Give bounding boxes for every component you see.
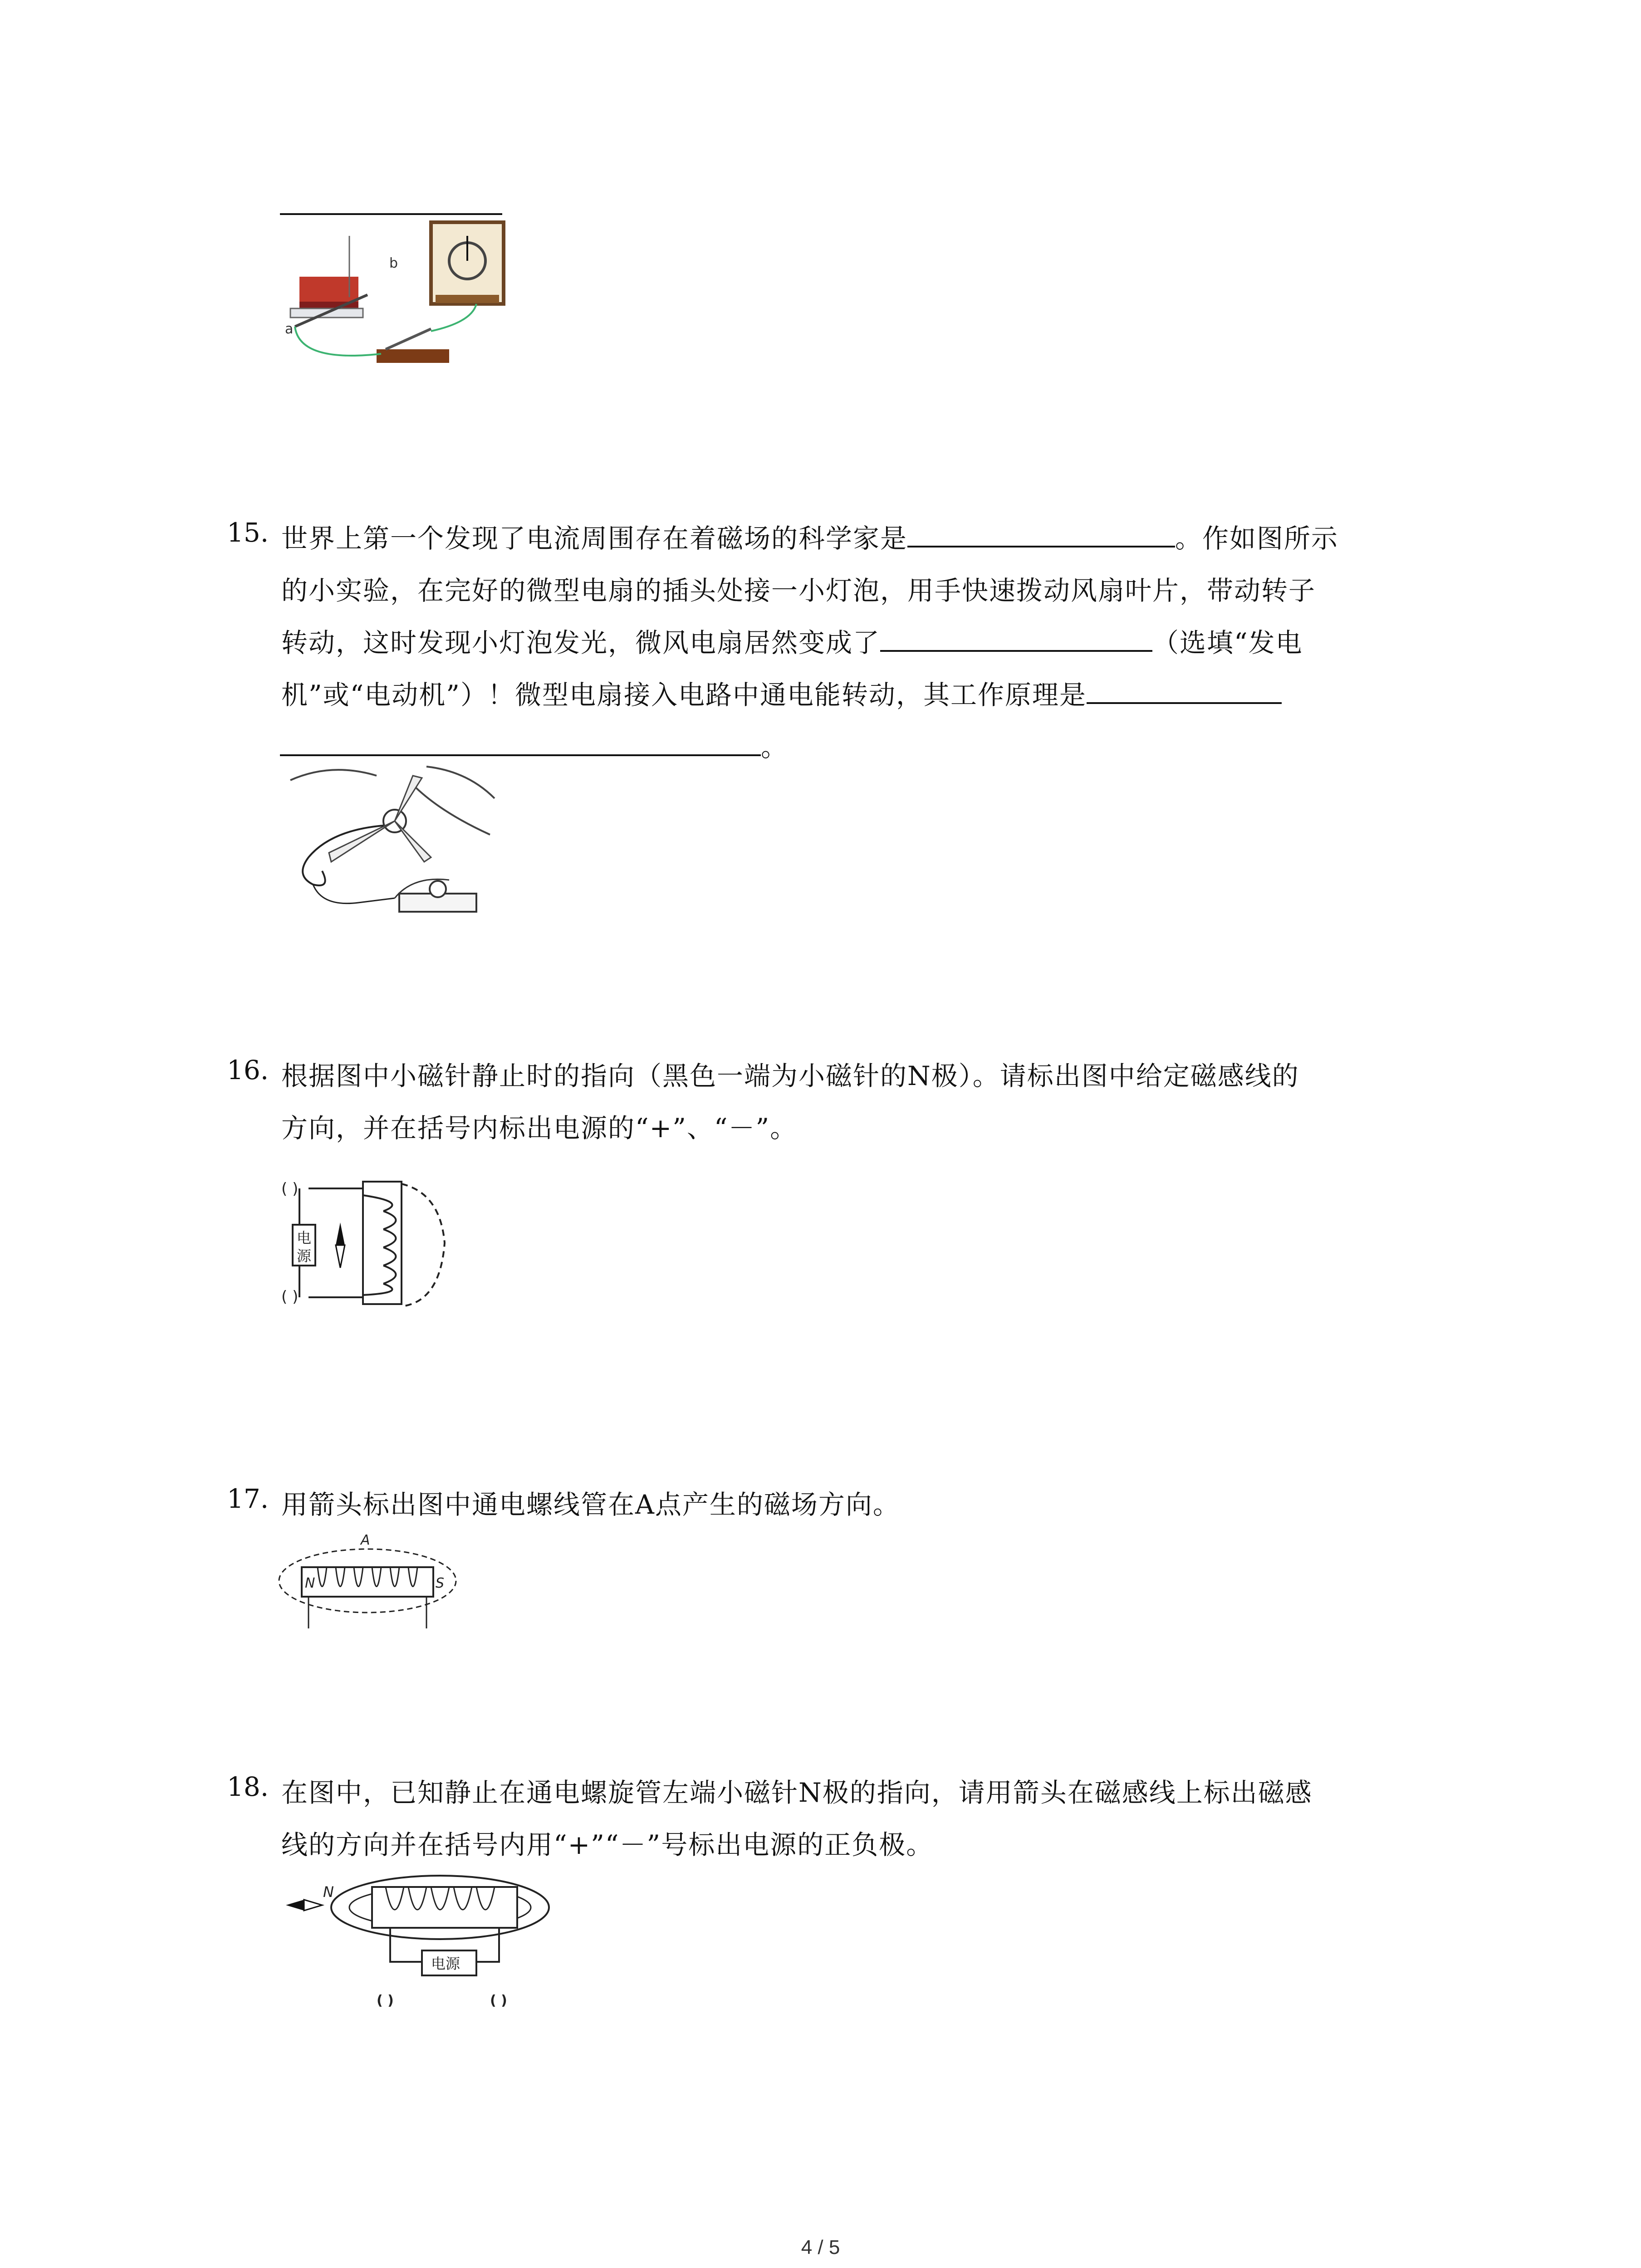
q18-line-2: 线的方向并在括号内用“+”“－”号标出电源的正负极。 [281,1829,934,1860]
q16-number: 16. [227,1055,269,1085]
q18-paren-left: ( ) [377,1993,394,2009]
q15-line-4 [281,674,1282,712]
q15-blank-principle-2[interactable] [280,728,761,756]
q17-label-a: A [361,1532,370,1548]
q16-line-2: 方向，并在括号内标出电源的“+”、“－”。 [281,1113,798,1144]
q16-solenoid [363,1182,402,1304]
q15-line-2: 的小实验，在完好的微型电扇的插头处接一小灯泡，用手快速拨动风扇叶片，带动转子 [281,575,1316,606]
q18-paren-right: ( ) [490,1993,507,2009]
q15-text-5b: 。 [761,732,789,763]
q15-figure-fan-bulb [277,758,513,930]
q14-answer-line [280,213,502,215]
q17-solenoid [302,1567,433,1597]
q18-source-label: 电源 [431,1955,460,1972]
q14-label-b: b [389,255,398,271]
q16-paren-bottom: ( ) [281,1288,299,1306]
q16-paren-top: ( ) [281,1180,299,1198]
q17-label-n: N [305,1575,315,1591]
q15-text-1a: 世界上第一个发现了电流周围存在着磁场的科学家是 [281,523,908,554]
q15-blank-device[interactable] [880,624,1152,652]
q16-compass-needle [336,1222,345,1268]
q18-line-1: 在图中，已知静止在通电螺旋管左端小磁针N极的指向，请用箭头在磁感线上标出磁感 [281,1777,1313,1808]
q18-number: 18. [227,1771,269,1802]
q16-line-1: 根据图中小磁针静止时的指向（黑色一端为小磁针的N极）。请标出图中给定磁感线的 [281,1061,1299,1091]
q16-source-char-1: 电 [297,1229,312,1246]
q17-figure-solenoid [277,1529,467,1633]
q15-text-3a: 转动，这时发现小灯泡发光，微风电扇居然变成了 [281,627,881,658]
q15-text-3b: （选填“发电 [1152,627,1303,658]
q16-field-line [402,1184,445,1306]
q17-label-s: S [436,1575,445,1591]
q14-label-a: a [285,321,294,337]
q18-solenoid [372,1887,517,1928]
q15-line-1 [281,517,1338,555]
q14-figure-generator-circuit [281,218,517,381]
q15-number: 15. [227,517,269,548]
q17-line-1: 用箭头标出图中通电螺线管在A点产生的磁场方向。 [281,1489,900,1520]
q15-text-1b: 。作如图所示 [1175,523,1339,554]
q15-blank-scientist[interactable] [907,519,1175,547]
q15-blank-principle-1[interactable] [1087,676,1282,704]
q15-line-3 [281,621,1303,660]
q17-number: 17. [227,1483,269,1514]
page-number: 4 / 5 [801,2236,840,2258]
q18-compass-needle [286,1900,322,1911]
q18-label-n: N [323,1883,334,1901]
q16-source-char-2: 源 [297,1247,312,1265]
q15-text-4a: 机”或“电动机”）！微型电扇接入电路中通电能转动，其工作原理是 [281,679,1087,710]
q18-figure-solenoid-source [281,1869,572,2023]
q16-figure-solenoid-source [277,1175,467,1356]
